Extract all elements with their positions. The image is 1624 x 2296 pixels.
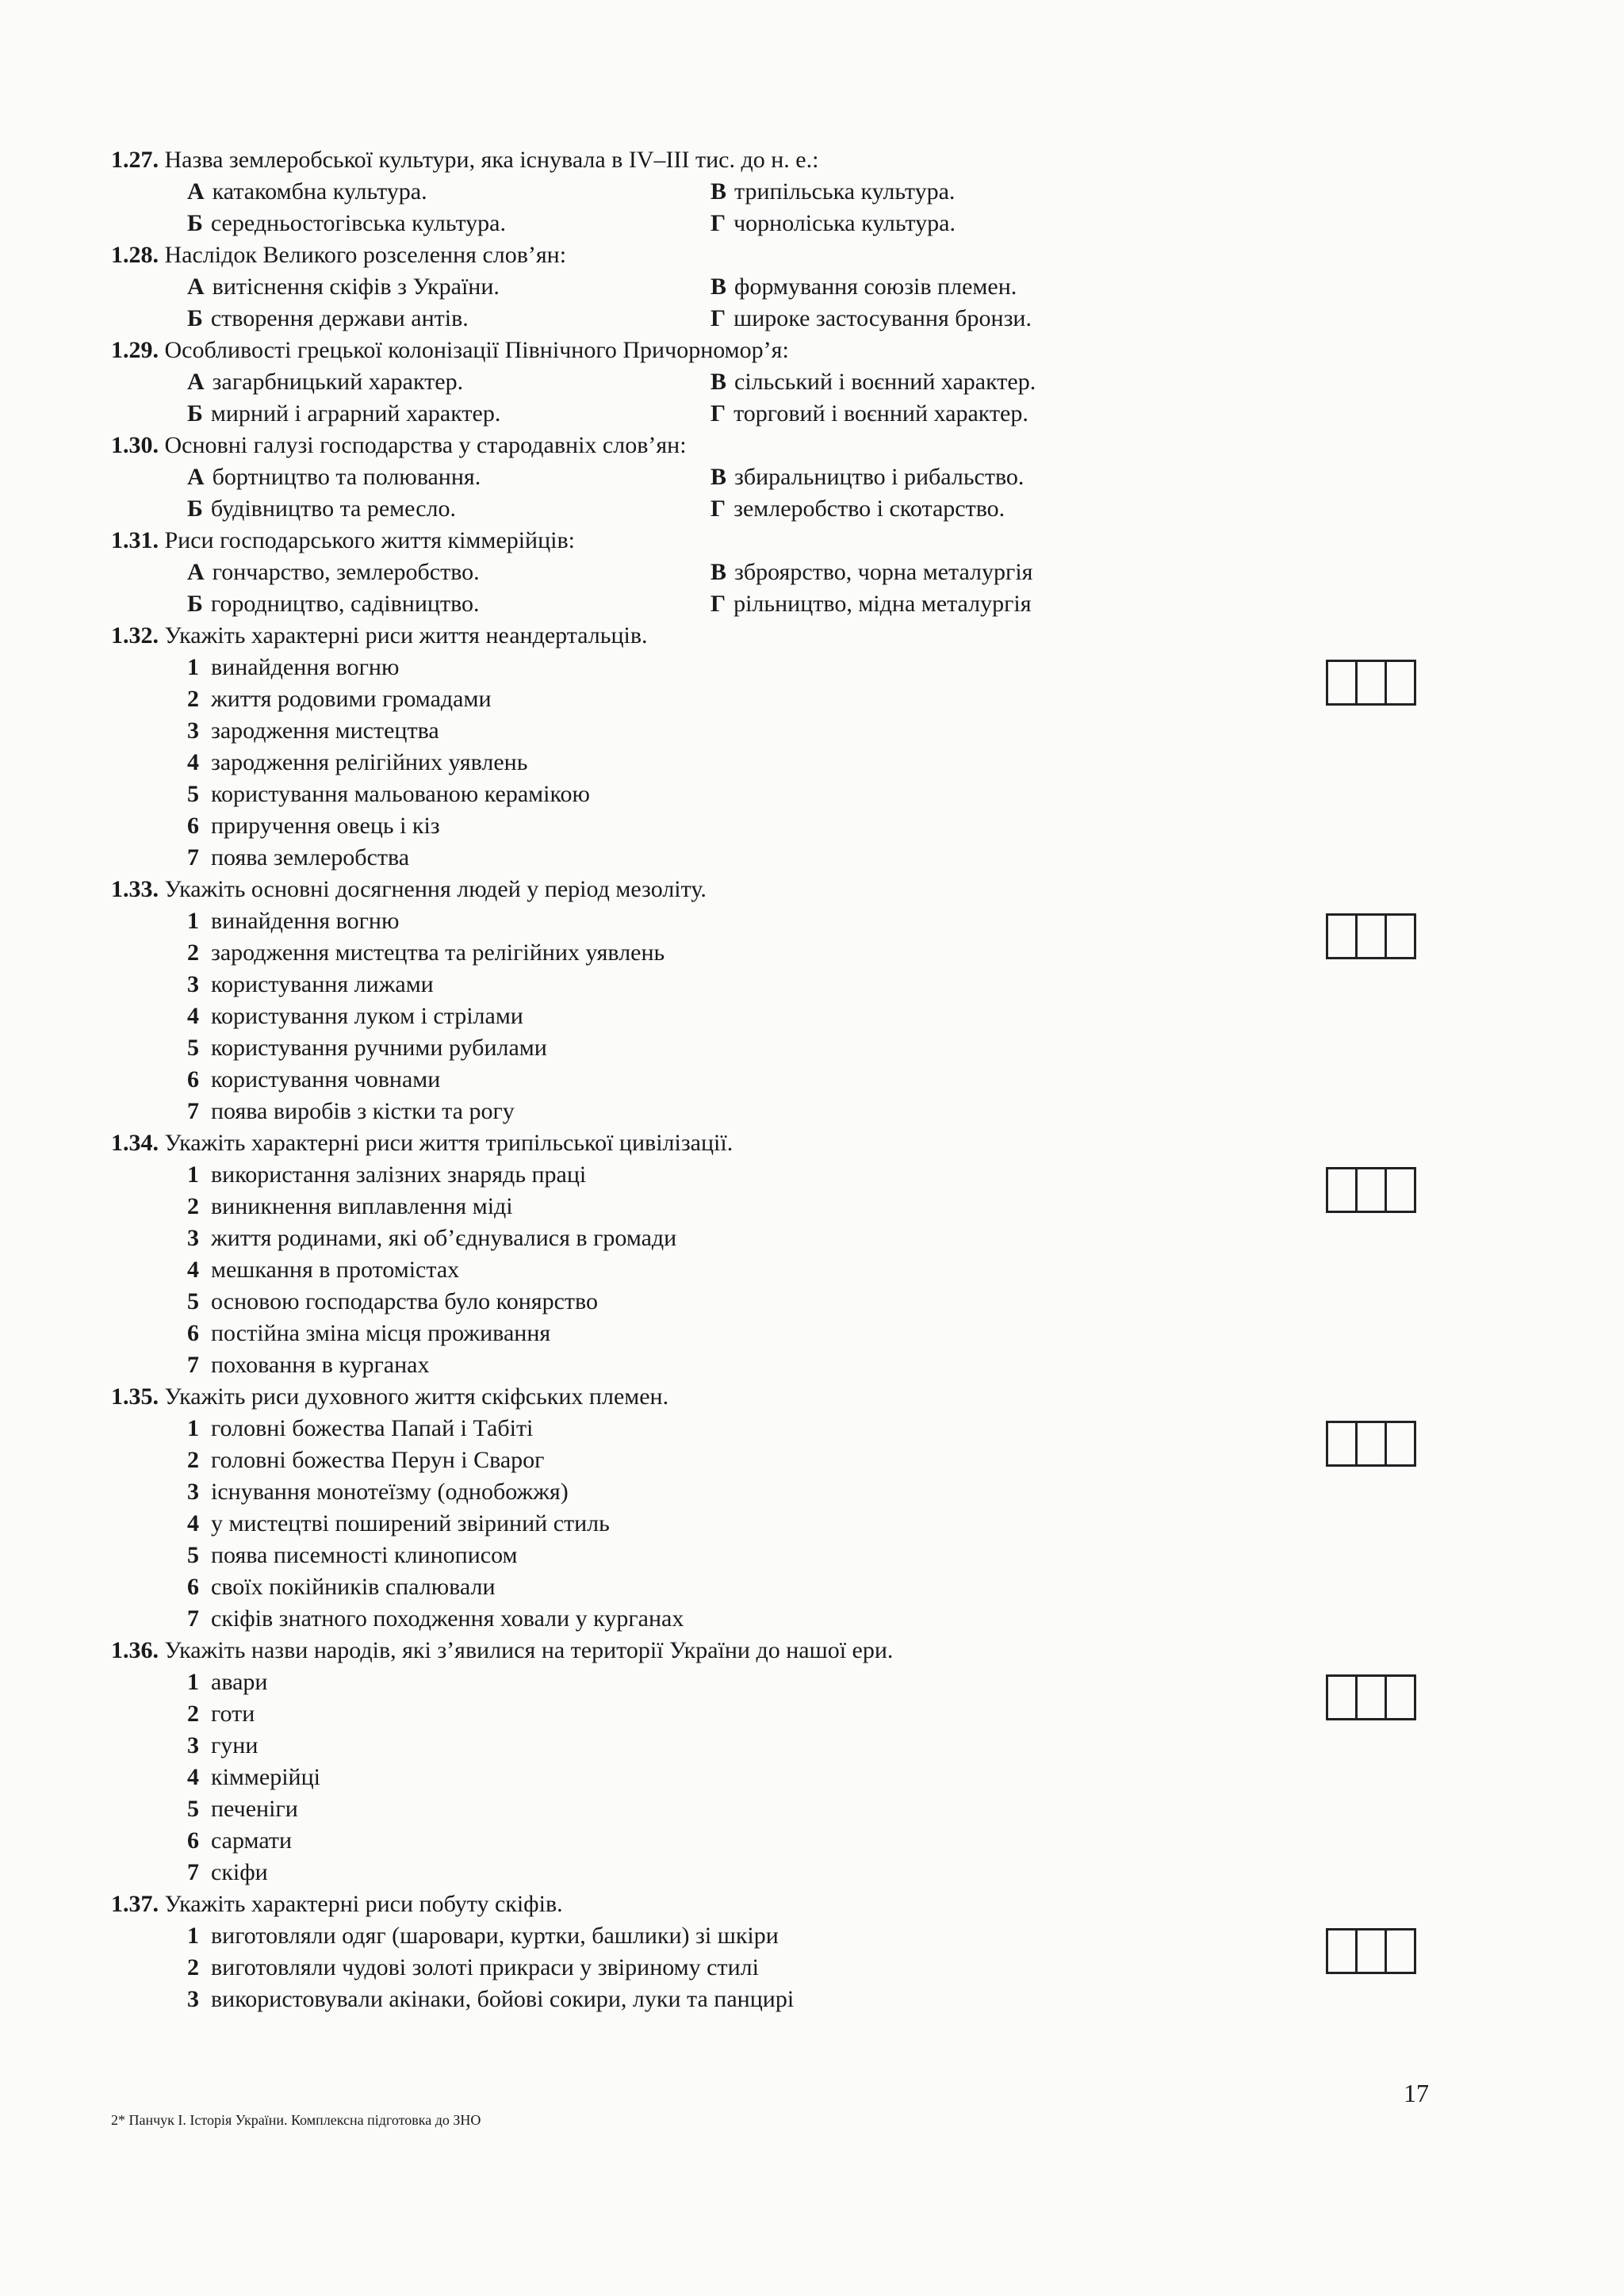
option-text: будівництво та ремесло. xyxy=(210,496,457,522)
list-item xyxy=(187,747,1364,779)
items-list xyxy=(187,1413,1364,1635)
option-letter: В xyxy=(710,464,727,490)
question-prompt: Назва землеробської культури, яка існувала в IV–III тис. до н. е.: xyxy=(159,147,819,173)
list-item xyxy=(187,779,1364,810)
list-item xyxy=(187,1984,1364,2015)
option-letter: А xyxy=(187,274,205,300)
list-item xyxy=(187,905,1364,937)
items-list xyxy=(187,905,1364,1127)
answer-option[interactable] xyxy=(187,398,710,430)
question-text xyxy=(111,525,1364,557)
item-number: 1 xyxy=(187,1669,199,1695)
answer-box[interactable] xyxy=(1355,913,1387,959)
option-letter: Б xyxy=(187,496,203,522)
option-letter: Б xyxy=(187,210,203,236)
page-number: 17 xyxy=(1404,2079,1429,2107)
question-prompt: Укажіть риси духовного життя скіфських племен. xyxy=(159,1383,669,1410)
list-item xyxy=(187,1286,1364,1318)
item-text: готи xyxy=(211,1701,255,1727)
question-text xyxy=(111,144,1364,176)
answer-option[interactable] xyxy=(710,303,1155,335)
answer-box[interactable] xyxy=(1355,1167,1387,1213)
item-text: у мистецтві поширений звіриний стиль xyxy=(211,1510,610,1536)
answer-option[interactable] xyxy=(710,557,1155,588)
answer-option[interactable] xyxy=(187,271,710,303)
item-number: 6 xyxy=(187,1066,199,1093)
item-text: користування мальованою керамікою xyxy=(211,781,590,807)
question-number: 1.28. xyxy=(111,242,159,268)
list-item xyxy=(187,1223,1364,1254)
option-letter: А xyxy=(187,178,205,205)
answer-box[interactable] xyxy=(1385,913,1416,959)
answer-boxes[interactable] xyxy=(1326,660,1414,706)
question-text xyxy=(111,1635,1364,1667)
item-number: 6 xyxy=(187,813,199,839)
item-text: винайдення вогню xyxy=(211,908,400,934)
question-block xyxy=(111,335,1364,430)
answer-option[interactable] xyxy=(710,176,1155,208)
answer-option[interactable] xyxy=(710,271,1155,303)
list-item xyxy=(187,969,1364,1001)
question-number: 1.31. xyxy=(111,527,159,553)
answer-option[interactable] xyxy=(187,557,710,588)
answer-box[interactable] xyxy=(1385,1421,1416,1467)
item-number: 4 xyxy=(187,1003,199,1029)
list-item xyxy=(187,1825,1364,1857)
item-text: поява писемності клинописом xyxy=(211,1542,518,1568)
item-number: 3 xyxy=(187,1986,199,2012)
item-number: 2 xyxy=(187,686,199,712)
question-prompt: Укажіть характерні риси життя трипільської цивілізації. xyxy=(159,1130,733,1156)
question-block xyxy=(111,1635,1364,1888)
question-block xyxy=(111,1888,1364,2015)
options-grid xyxy=(187,176,1364,239)
answer-option[interactable] xyxy=(710,366,1155,398)
item-number: 1 xyxy=(187,1161,199,1188)
option-text: землеробство і скотарство. xyxy=(733,496,1005,522)
item-number: 5 xyxy=(187,1796,199,1822)
item-text: зародження мистецтва та релігійних уявлень xyxy=(211,939,665,966)
options-grid xyxy=(187,271,1364,335)
answer-box[interactable] xyxy=(1355,1928,1387,1974)
item-number: 6 xyxy=(187,1827,199,1854)
question-number: 1.36. xyxy=(111,1637,159,1663)
option-text: загарбницький характер. xyxy=(212,369,464,395)
answer-option[interactable] xyxy=(710,493,1155,525)
item-number: 4 xyxy=(187,1257,199,1283)
item-text: приручення овець і кіз xyxy=(211,813,440,839)
question-prompt: Особливості грецької колонізації Північного Причорномор’я: xyxy=(159,337,789,363)
item-number: 5 xyxy=(187,1288,199,1314)
questions-list xyxy=(111,144,1364,2015)
option-letter: Б xyxy=(187,305,203,331)
question-number: 1.29. xyxy=(111,337,159,363)
question-prompt: Укажіть характерні риси життя неандертальців. xyxy=(159,622,648,649)
option-text: створення держави антів. xyxy=(210,305,469,331)
option-text: витіснення скіфів з України. xyxy=(212,274,500,300)
item-number: 1 xyxy=(187,1415,199,1441)
item-text: виготовляли одяг (шаровари, куртки, башлики) зі шкіри xyxy=(211,1923,779,1949)
item-number: 6 xyxy=(187,1320,199,1346)
answer-option[interactable] xyxy=(187,208,710,239)
answer-box[interactable] xyxy=(1355,660,1387,706)
item-text: поховання в курганах xyxy=(211,1352,430,1378)
question-block xyxy=(111,430,1364,525)
option-letter: В xyxy=(710,274,727,300)
list-item xyxy=(187,937,1364,969)
question-block xyxy=(111,1127,1364,1381)
list-item xyxy=(187,1445,1364,1476)
item-number: 3 xyxy=(187,1732,199,1758)
question-prompt: Укажіть назви народів, які з’явилися на території України до нашої ери. xyxy=(159,1637,894,1663)
answer-box[interactable] xyxy=(1326,913,1358,959)
option-text: рільництво, мідна металургія xyxy=(733,591,1032,617)
answer-box[interactable] xyxy=(1326,1674,1358,1720)
question-number: 1.35. xyxy=(111,1383,159,1410)
item-text: своїх покійників спалювали xyxy=(211,1574,496,1600)
list-item xyxy=(187,1571,1364,1603)
list-item xyxy=(187,1318,1364,1349)
item-text: сармати xyxy=(211,1827,293,1854)
options-grid xyxy=(187,366,1364,430)
item-text: використовували акінаки, бойові сокири, луки та панцирі xyxy=(211,1986,795,2012)
item-text: користування лижами xyxy=(211,971,434,997)
question-number: 1.34. xyxy=(111,1130,159,1156)
answer-box[interactable] xyxy=(1326,1167,1358,1213)
answer-option[interactable] xyxy=(187,588,710,620)
item-number: 3 xyxy=(187,718,199,744)
option-letter: Г xyxy=(710,210,726,236)
option-text: формування союзів племен. xyxy=(734,274,1017,300)
item-text: користування луком і стрілами xyxy=(211,1003,523,1029)
item-text: виникнення виплавлення міді xyxy=(211,1193,513,1219)
item-number: 2 xyxy=(187,1701,199,1727)
list-item xyxy=(187,652,1364,683)
option-text: середньостогівська культура. xyxy=(210,210,506,236)
answer-option[interactable] xyxy=(187,493,710,525)
item-number: 1 xyxy=(187,908,199,934)
list-item xyxy=(187,1349,1364,1381)
answer-option[interactable] xyxy=(710,461,1155,493)
option-letter: В xyxy=(710,369,727,395)
item-number: 2 xyxy=(187,1954,199,1980)
item-text: користування човнами xyxy=(211,1066,441,1093)
question-prompt: Риси господарського життя кіммерійців: xyxy=(159,527,575,553)
list-item xyxy=(187,1476,1364,1508)
item-text: існування монотеїзму (однобожжя) xyxy=(211,1479,569,1505)
item-text: постійна зміна місця проживання xyxy=(211,1320,551,1346)
list-item xyxy=(187,1508,1364,1540)
list-item xyxy=(187,1667,1364,1698)
list-item xyxy=(187,842,1364,874)
question-block xyxy=(111,144,1364,239)
question-text xyxy=(111,620,1364,652)
option-letter: А xyxy=(187,464,205,490)
option-text: катакомбна культура. xyxy=(212,178,427,205)
item-number: 7 xyxy=(187,1859,199,1885)
answer-box[interactable] xyxy=(1385,1928,1416,1974)
items-list xyxy=(187,1667,1364,1888)
items-list xyxy=(187,1159,1364,1381)
option-text: трипільська культура. xyxy=(734,178,956,205)
question-block xyxy=(111,525,1364,620)
question-prompt: Укажіть основні досягнення людей у період мезоліту. xyxy=(159,876,707,902)
options-grid xyxy=(187,557,1364,620)
item-number: 2 xyxy=(187,939,199,966)
question-text xyxy=(111,239,1364,271)
list-item xyxy=(187,1159,1364,1191)
option-letter: А xyxy=(187,559,205,585)
question-prompt: Наслідок Великого розселення слов’ян: xyxy=(159,242,567,268)
item-text: авари xyxy=(211,1669,268,1695)
list-item xyxy=(187,810,1364,842)
item-text: головні божества Перун і Сварог xyxy=(211,1447,545,1473)
option-text: чорноліська культура. xyxy=(733,210,956,236)
item-text: гуни xyxy=(211,1732,259,1758)
question-number: 1.30. xyxy=(111,432,159,458)
question-text xyxy=(111,1127,1364,1159)
item-text: скіфи xyxy=(211,1859,268,1885)
question-block xyxy=(111,239,1364,335)
list-item xyxy=(187,1096,1364,1127)
item-text: мешкання в протомістах xyxy=(211,1257,460,1283)
list-item xyxy=(187,1793,1364,1825)
answer-option[interactable] xyxy=(710,588,1155,620)
option-letter: Б xyxy=(187,400,203,427)
list-item xyxy=(187,1254,1364,1286)
item-number: 2 xyxy=(187,1193,199,1219)
list-item xyxy=(187,1698,1364,1730)
list-item xyxy=(187,1540,1364,1571)
item-number: 3 xyxy=(187,1479,199,1505)
list-item xyxy=(187,1952,1364,1984)
answer-box[interactable] xyxy=(1385,1167,1416,1213)
option-letter: Г xyxy=(710,496,726,522)
list-item xyxy=(187,1762,1364,1793)
option-letter: Г xyxy=(710,305,726,331)
item-text: поява виробів з кістки та рогу xyxy=(211,1098,515,1124)
item-number: 1 xyxy=(187,1923,199,1949)
item-text: зародження мистецтва xyxy=(211,718,439,744)
answer-boxes[interactable] xyxy=(1326,1167,1414,1213)
question-number: 1.37. xyxy=(111,1891,159,1917)
option-text: торговий і воєнний характер. xyxy=(733,400,1028,427)
question-block xyxy=(111,620,1364,874)
answer-boxes[interactable] xyxy=(1326,1421,1414,1467)
question-block xyxy=(111,1381,1364,1635)
item-number: 7 xyxy=(187,1352,199,1378)
option-text: широке застосування бронзи. xyxy=(733,305,1032,331)
item-text: печеніги xyxy=(211,1796,298,1822)
item-text: кіммерійці xyxy=(211,1764,320,1790)
answer-box[interactable] xyxy=(1326,1421,1358,1467)
option-letter: В xyxy=(710,559,727,585)
item-number: 7 xyxy=(187,844,199,871)
item-text: життя родовими громадами xyxy=(211,686,492,712)
option-letter: Г xyxy=(710,591,726,617)
item-text: виготовляли чудові золоті прикраси у звіриному стилі xyxy=(211,1954,759,1980)
item-text: основою господарства було конярство xyxy=(211,1288,598,1314)
answer-box[interactable] xyxy=(1326,1928,1358,1974)
item-number: 5 xyxy=(187,1035,199,1061)
items-list xyxy=(187,652,1364,874)
item-number: 3 xyxy=(187,971,199,997)
answer-boxes[interactable] xyxy=(1326,913,1414,959)
item-text: використання залізних знарядь праці xyxy=(211,1161,587,1188)
item-number: 6 xyxy=(187,1574,199,1600)
list-item xyxy=(187,683,1364,715)
item-number: 3 xyxy=(187,1225,199,1251)
item-number: 4 xyxy=(187,749,199,775)
answer-box[interactable] xyxy=(1355,1674,1387,1720)
item-number: 2 xyxy=(187,1447,199,1473)
question-prompt: Укажіть характерні риси побуту скіфів. xyxy=(159,1891,563,1917)
option-text: городництво, садівництво. xyxy=(210,591,480,617)
option-text: зброярство, чорна металургія xyxy=(734,559,1033,585)
list-item xyxy=(187,1413,1364,1445)
list-item xyxy=(187,1730,1364,1762)
option-text: мирний і аграрний характер. xyxy=(210,400,501,427)
option-letter: Г xyxy=(710,400,726,427)
list-item xyxy=(187,1857,1364,1888)
item-text: користування ручними рубилами xyxy=(211,1035,547,1061)
item-number: 7 xyxy=(187,1605,199,1632)
item-number: 4 xyxy=(187,1510,199,1536)
question-prompt: Основні галузі господарства у стародавніх слов’ян: xyxy=(159,432,687,458)
options-grid xyxy=(187,461,1364,525)
list-item xyxy=(187,1001,1364,1032)
answer-boxes[interactable] xyxy=(1326,1928,1414,1974)
question-text xyxy=(111,1888,1364,1920)
items-list xyxy=(187,1920,1364,2015)
question-text xyxy=(111,430,1364,461)
answer-box[interactable] xyxy=(1385,660,1416,706)
answer-option[interactable] xyxy=(187,176,710,208)
option-letter: А xyxy=(187,369,205,395)
question-text xyxy=(111,874,1364,905)
option-text: сільський і воєнний характер. xyxy=(734,369,1036,395)
answer-option[interactable] xyxy=(710,398,1155,430)
item-number: 7 xyxy=(187,1098,199,1124)
answer-option[interactable] xyxy=(187,461,710,493)
item-number: 1 xyxy=(187,654,199,680)
list-item xyxy=(187,1064,1364,1096)
answer-option[interactable] xyxy=(187,303,710,335)
item-number: 5 xyxy=(187,1542,199,1568)
option-letter: Б xyxy=(187,591,203,617)
list-item xyxy=(187,1191,1364,1223)
item-number: 4 xyxy=(187,1764,199,1790)
answer-option[interactable] xyxy=(710,208,1155,239)
question-block xyxy=(111,874,1364,1127)
question-number: 1.33. xyxy=(111,876,159,902)
item-text: поява землеробства xyxy=(211,844,410,871)
question-number: 1.32. xyxy=(111,622,159,649)
question-text xyxy=(111,335,1364,366)
item-number: 5 xyxy=(187,781,199,807)
answer-box[interactable] xyxy=(1385,1674,1416,1720)
question-number: 1.27. xyxy=(111,147,159,173)
answer-box[interactable] xyxy=(1326,660,1358,706)
item-text: винайдення вогню xyxy=(211,654,400,680)
answer-box[interactable] xyxy=(1355,1421,1387,1467)
option-text: збиральництво і рибальство. xyxy=(734,464,1025,490)
answer-option[interactable] xyxy=(187,366,710,398)
answer-boxes[interactable] xyxy=(1326,1674,1414,1720)
list-item xyxy=(187,1920,1364,1952)
list-item xyxy=(187,715,1364,747)
list-item xyxy=(187,1603,1364,1635)
option-text: бортництво та полювання. xyxy=(212,464,481,490)
item-text: життя родинами, які об’єднувалися в громади xyxy=(211,1225,677,1251)
question-text xyxy=(111,1381,1364,1413)
item-text: головні божества Папай і Табіті xyxy=(211,1415,534,1441)
item-text: зародження релігійних уявлень xyxy=(211,749,528,775)
option-text: гончарство, землеробство. xyxy=(212,559,480,585)
item-text: скіфів знатного походження ховали у курганах xyxy=(211,1605,684,1632)
list-item xyxy=(187,1032,1364,1064)
option-letter: В xyxy=(710,178,727,205)
footer: 2* Панчук І. Історія України. Комплексна підготовка до ЗНО xyxy=(111,2112,481,2128)
